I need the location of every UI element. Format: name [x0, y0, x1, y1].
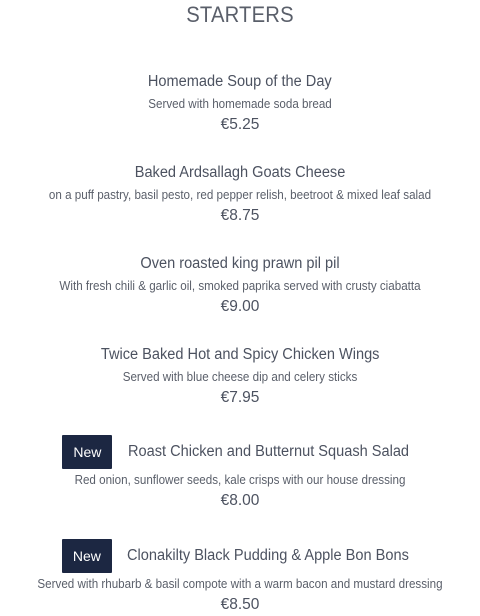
menu-item: [0, 434, 480, 512]
item-price: €8.50: [220, 596, 260, 613]
item-price: €8.75: [220, 207, 260, 224]
item-description: Served with rhubarb & basil compote with a warm bacon and mustard dressing: [37, 577, 443, 591]
item-price: €9.00: [220, 298, 260, 315]
new-badge: New: [62, 435, 112, 469]
item-price: €7.95: [220, 389, 260, 406]
menu-item: [0, 343, 480, 409]
item-name: Twice Baked Hot and Spicy Chicken Wings: [100, 346, 380, 363]
item-description: With fresh chili & garlic oil, smoked paprika served with crusty ciabatta: [59, 279, 421, 293]
new-badge: New: [62, 539, 112, 573]
item-name: Clonakilty Black Pudding & Apple Bon Bons: [127, 547, 410, 564]
item-name: Oven roasted king prawn pil pil: [140, 255, 340, 272]
item-description: Served with homemade soda bread: [148, 97, 332, 111]
item-price: €5.25: [220, 116, 260, 133]
item-description: Served with blue cheese dip and celery sticks: [122, 370, 358, 384]
menu-item: [0, 161, 480, 227]
menu-item: [0, 70, 480, 136]
item-description: on a puff pastry, basil pesto, red pepper relish, beetroot & mixed leaf salad: [48, 188, 432, 202]
item-name: Roast Chicken and Butternut Squash Salad: [127, 443, 409, 460]
item-price: €8.00: [220, 492, 260, 509]
menu-item: [0, 538, 480, 616]
item-name: Baked Ardsallagh Goats Cheese: [134, 164, 346, 181]
item-description: Red onion, sunflower seeds, kale crisps with our house dressing: [74, 473, 406, 487]
section-title: STARTERS: [186, 2, 294, 27]
menu-item: [0, 252, 480, 318]
item-name: Homemade Soup of the Day: [148, 73, 332, 90]
